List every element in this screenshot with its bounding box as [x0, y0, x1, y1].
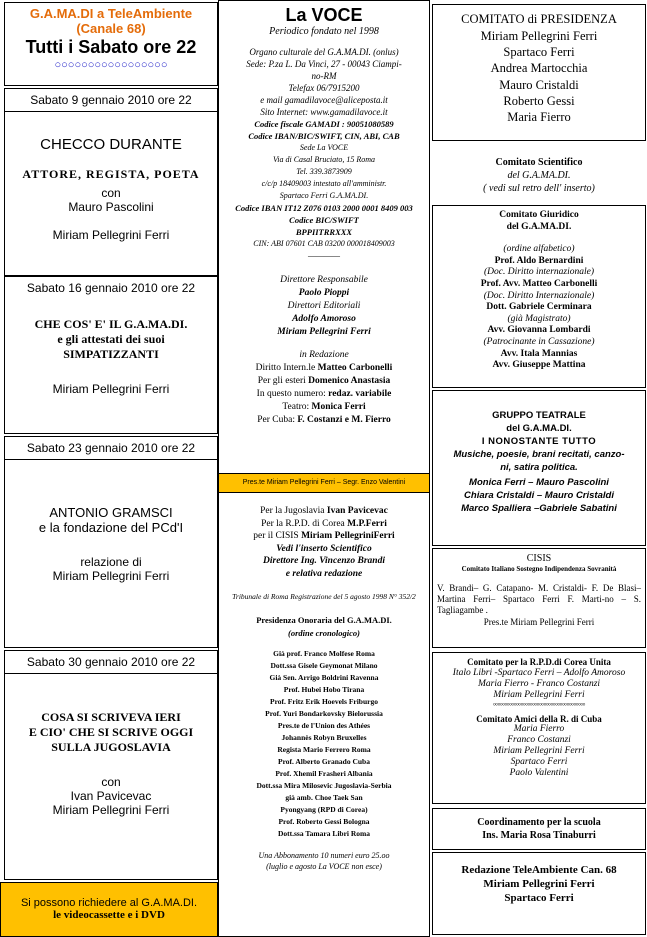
- redazione-row: Diritto Intern.le Matteo Carbonelli: [255, 363, 393, 373]
- honorary-member: Prof. Hubei Hobo Tirana: [283, 685, 365, 694]
- event-title: CHECCO DURANTE: [40, 136, 182, 153]
- la-voce-subtitle: Periodico fondato nel 1998: [269, 26, 379, 37]
- tribunale-registration: Tribunale di Roma Registrazione del 5 agosto 1998 N° 352/2: [232, 592, 416, 601]
- honorary-member: Prof. Fritz Erik Hoevels Friburgo: [270, 697, 378, 706]
- redazione-row: Teatro: Monica Ferri: [282, 402, 366, 412]
- korea-line: Miriam Pellegrini Ferri: [493, 689, 585, 700]
- cuba-member: Miriam Pellegrini Ferri: [493, 746, 585, 757]
- legal-member: Avv. Itala Mannias: [500, 348, 578, 359]
- theatre-performers: Monica Ferri – Mauro Pascolini: [469, 477, 609, 488]
- honorary-member: Dott.ssa Tamara Libri Roma: [277, 829, 371, 838]
- legal-committee-box: [432, 205, 646, 388]
- legal-title: Comitato Giuridico: [499, 210, 579, 220]
- honorary-subtitle: (ordine cronologico): [287, 627, 360, 638]
- event-date: Sabato 9 gennaio 2010 ore 22: [30, 93, 192, 107]
- presidency-box: [432, 4, 646, 141]
- legal-role: (già Magistrato): [507, 313, 571, 324]
- legal-title: del G.A.MA.DI.: [506, 221, 572, 232]
- cuba-member: Paolo Valentini: [509, 768, 569, 779]
- redazione-row: Per gli esteri Domenico Anastasia: [257, 376, 391, 386]
- cisis-subtitle: Comitato Italiano Sostegno Indipendenza Sovranità: [461, 565, 617, 573]
- subscription-line2: (luglio e agosto La VOCE non esce): [266, 862, 382, 871]
- honorary-list: [219, 648, 429, 840]
- rep-row: Per la Jugoslavia Ivan Pavicevac: [260, 506, 388, 516]
- event-title: COSA SI SCRIVEVA IERI: [41, 710, 181, 724]
- honorary-member: Prof. Alberto Granado Cuba: [278, 757, 370, 766]
- event-host: Miriam Pellegrini Ferri: [52, 803, 170, 817]
- event-con: con: [101, 186, 121, 200]
- rep-row: per il CISIS Miriam PellegriniFerri: [253, 531, 395, 541]
- masthead-line: e mail gamadilavoce@aliceposta.it: [260, 95, 388, 105]
- legal-member: Avv. Giuseppe Mattina: [492, 360, 586, 371]
- theatre-title: del G.A.MA.DI.: [506, 423, 572, 434]
- honorary-member: Prof. Roberto Gessi Bologna: [278, 817, 370, 826]
- school-line: Coordinamento per la scuola: [477, 817, 601, 828]
- honorary-member: Dott.ssa Mira Milosevic Jugoslavia-Serbia: [256, 781, 392, 790]
- presidency-member: Spartaco Ferri: [503, 45, 575, 60]
- honorary-member: Johannès Robyn Bruxelles: [281, 733, 367, 742]
- redazione-label: in Redazione: [299, 350, 349, 360]
- theatre-title: I NONOSTANTE TUTTO: [481, 436, 597, 447]
- masthead-line: no-RM: [311, 71, 337, 81]
- presidency-list: [433, 28, 645, 125]
- presidency-member: Roberto Gessi: [503, 93, 575, 108]
- tv-header-box: [4, 2, 218, 86]
- korea-line: Italo Libri -Spartaco Ferri – Adolfo Amoroso: [452, 667, 626, 678]
- presidency-member: Miriam Pellegrini Ferri: [480, 29, 598, 43]
- editorial-name: Miriam Pellegrini Ferri: [277, 327, 371, 337]
- event-guest: Ivan Pavicevac: [70, 789, 152, 803]
- masthead-info: [219, 46, 429, 262]
- korea-dots: °°°°°°°°°°°°°°°°°°°°°°°°°°°°°°°°°°°°°°°°: [493, 701, 585, 710]
- scientific-block: [432, 156, 646, 195]
- masthead-line: ————: [307, 251, 340, 261]
- legal-member: Prof. Aldo Bernardini: [494, 255, 584, 266]
- honorary-member: Prof. Xhemil Frasheri Albania: [275, 769, 373, 778]
- cuba-member: Franco Costanzi: [507, 735, 571, 746]
- la-voce-title: La VOCE: [285, 5, 363, 25]
- event-guest: Mauro Pascolini: [68, 200, 154, 214]
- event-title: SULLA JUGOSLAVIA: [51, 740, 171, 754]
- honorary-member: Pyongyang (RPD di Corea): [280, 805, 368, 814]
- cisis-members: V. Brandi– G. Catapano- M. Cristaldi- F. De Blasi– Martina Ferri– Spartaco Ferri F. Marti-no – S. Tagliagambe .: [437, 583, 641, 615]
- director-name: Paolo Pioppi: [298, 288, 350, 298]
- honorary-member: Pres.te de l'Union des Athées: [277, 721, 371, 730]
- director-label: Direttore Responsabile: [280, 275, 368, 285]
- honorary-member: Dott.ssa Gisele Geymonat Milano: [270, 661, 378, 670]
- event-title: E CIO' CHE SI SCRIVE OGGI: [28, 725, 194, 739]
- theatre-group-box: [432, 390, 646, 546]
- redazione-box: [432, 852, 646, 935]
- event-host: Miriam Pellegrini Ferri: [52, 569, 170, 583]
- event-host: Miriam Pellegrini Ferri: [52, 382, 170, 396]
- korea-title: Comitato per la R.P.D.di Corea Unita: [467, 657, 611, 667]
- cuba-title: Comitato Amici della R. di Cuba: [476, 713, 602, 724]
- school-line: Ins. Maria Rosa Tinaburri: [482, 830, 596, 841]
- masthead-line: c/c/p 18409003 intestato all'amministr.: [261, 179, 387, 188]
- honorary-title: Presidenza Onoraria del G.A.MA.DI.: [256, 615, 392, 625]
- event-host: Miriam Pellegrini Ferri: [52, 228, 170, 242]
- event-box-4: [4, 650, 218, 880]
- editorial-name: Adolfo Amoroso: [292, 314, 356, 324]
- cuba-member: Maria Fierro: [513, 724, 565, 735]
- redazione-row: In questo numero: redaz. variabile: [256, 389, 392, 399]
- event-date: Sabato 30 gennaio 2010 ore 22: [26, 655, 196, 669]
- masthead-line: Sito Internet: www.gamadilavoce.it: [260, 107, 388, 117]
- school-box: [432, 808, 646, 850]
- scientific-line: ( vedi sul retro dell' inserto): [483, 183, 595, 194]
- honorary-member: Regista Mario Ferrero Roma: [277, 745, 371, 754]
- legal-role: (Patrocinante in Cassazione): [483, 336, 595, 347]
- tv-header-line2: (Canale 68): [76, 21, 146, 36]
- theatre-title: GRUPPO TEATRALE: [492, 410, 586, 421]
- rep-row: e relativa redazione: [285, 568, 363, 579]
- tv-header-dots: ○○○○○○○○○○○○○○○○○: [54, 59, 168, 71]
- masthead-line: Sede: P.za L. Da Vinci, 27 - 00043 Ciampi-: [246, 59, 402, 69]
- event-title: ANTONIO GRAMSCI: [49, 505, 173, 520]
- rep-row: Vedi l'inserto Scientifico: [276, 543, 372, 554]
- cisis-title: CISIS: [526, 553, 552, 564]
- event-title: e gli attestati dei suoi: [57, 332, 165, 346]
- redazione-line: Spartaco Ferri: [504, 892, 574, 904]
- legal-role: (Doc. Diritto Internazionale): [483, 290, 595, 301]
- presidency-member: Maria Fierro: [507, 110, 571, 125]
- theatre-desc: ni, satira politica.: [500, 462, 578, 473]
- event-con: con: [101, 775, 121, 789]
- honorary-member: Prof. Yuri Bondarkovsky Bielorussia: [265, 709, 383, 718]
- event-title: SIMPATIZZANTI: [63, 347, 159, 361]
- dvd-footer-line2: le videocassette e i DVD: [53, 909, 165, 921]
- presidency-member: Andrea Martocchia: [490, 61, 588, 76]
- masthead-line: Codice IBAN/BIC/SWIFT, CIN, ABI, CAB: [248, 131, 400, 141]
- rep-row: Direttore Ing. Vincenzo Brandi: [263, 556, 385, 566]
- masthead-line: Codice BIC/SWIFT: [289, 215, 359, 225]
- masthead-line: Spartaco Ferri G.A.MA.DI.: [279, 191, 369, 200]
- event-date: Sabato 16 gennaio 2010 ore 22: [26, 281, 196, 295]
- cisis-president: Pres.te Miriam Pellegrini Ferri: [483, 617, 595, 627]
- masthead-line: BPPIITRRXXX: [295, 227, 353, 237]
- cuba-member: Spartaco Ferri: [510, 757, 568, 768]
- presidency-member: Mauro Cristaldi: [499, 77, 579, 92]
- event-relation: relazione di: [80, 555, 142, 569]
- masthead-line: Organo culturale del G.A.MA.DI. (onlus): [249, 47, 399, 57]
- theatre-performers: Marco Spalliera –Gabriele Sabatini: [461, 503, 617, 514]
- tv-header-line1: G.A.MA.DI a TeleAmbiente: [29, 6, 193, 21]
- cuba-list: [433, 724, 645, 779]
- event-subtitle: ATTORE, REGISTA, POETA: [22, 167, 200, 181]
- legal-member: Prof. Avv. Matteo Carbonelli: [480, 278, 598, 289]
- dvd-footer: [0, 882, 218, 937]
- korea-cuba-box: [432, 652, 646, 804]
- honorary-member: già amb. Choe Taek San: [285, 793, 363, 802]
- presidency-title: COMITATO di PRESIDENZA: [461, 12, 617, 26]
- redazione-line: Miriam Pellegrini Ferri: [483, 878, 595, 890]
- redazione-line: Redazione TeleAmbiente Can. 68: [461, 864, 617, 876]
- dvd-footer-line1: Si possono richiedere al G.A.MA.DI.: [20, 897, 198, 909]
- legal-member: Avv. Giovanna Lombardi: [487, 325, 591, 336]
- subscription-line1: Una Abbonamento 10 numeri euro 25.oo: [258, 851, 390, 860]
- korea-line: Maria Fierro - Franco Costanzi: [477, 678, 601, 689]
- masthead-line: Via di Casal Bruciato, 15 Roma: [272, 155, 376, 164]
- staff-block: [219, 274, 429, 427]
- theatre-desc: Musiche, poesie, brani recitati, canzo-: [453, 449, 625, 460]
- scientific-line: del G.A.MA.DI.: [507, 170, 571, 181]
- president-bar-text: Pres.te Miriam Pellegrini Ferri – Segr. Enzo Valentini: [242, 479, 406, 486]
- legal-role: (Doc. Diritto internazionale): [483, 267, 595, 278]
- tv-header-schedule: Tutti i Sabato ore 22: [25, 37, 197, 57]
- masthead-line: Telefax 06/7915200: [288, 83, 360, 93]
- president-bar: [219, 473, 429, 493]
- scientific-title: Comitato Scientifico: [495, 157, 583, 168]
- event-box-1: [4, 88, 218, 276]
- cisis-box: [432, 548, 646, 648]
- event-date: Sabato 23 gennaio 2010 ore 22: [26, 441, 196, 455]
- middle-lower: [219, 505, 429, 872]
- event-box-3: [4, 436, 218, 648]
- event-title: CHE COS' E' IL G.A.MA.DI.: [34, 317, 188, 331]
- legal-order: (ordine alfabetico): [503, 244, 575, 255]
- event-box-2: [4, 276, 218, 434]
- masthead-line: Tel. 339.3873909: [296, 167, 352, 176]
- editorial-label: Direttori Editoriali: [287, 301, 361, 311]
- honorary-member: Già Sen. Arrigo Boldrini Ravenna: [269, 673, 379, 682]
- honorary-member: Già prof. Franco Molfese Roma: [273, 649, 375, 658]
- rep-row: Per la R.P.D. di Corea M.P.Ferri: [261, 518, 387, 529]
- masthead-line: CIN: ABI 07601 CAB 03200 000018409003: [253, 239, 395, 248]
- masthead-line: Sede La VOCE: [299, 143, 349, 152]
- theatre-performers: Chiara Cristaldi – Mauro Cristaldi: [464, 490, 614, 501]
- event-title: e la fondazione del PCd'I: [38, 520, 184, 535]
- masthead-line: Codice IBAN IT12 Z076 0103 2000 0001 8409 003: [235, 203, 413, 213]
- redazione-row: Per Cuba: F. Costanzi e M. Fierro: [257, 415, 391, 425]
- legal-member: Dott. Gabriele Cerminara: [486, 302, 592, 313]
- masthead-line: Codice fiscale GAMADI : 90051080589: [254, 119, 394, 129]
